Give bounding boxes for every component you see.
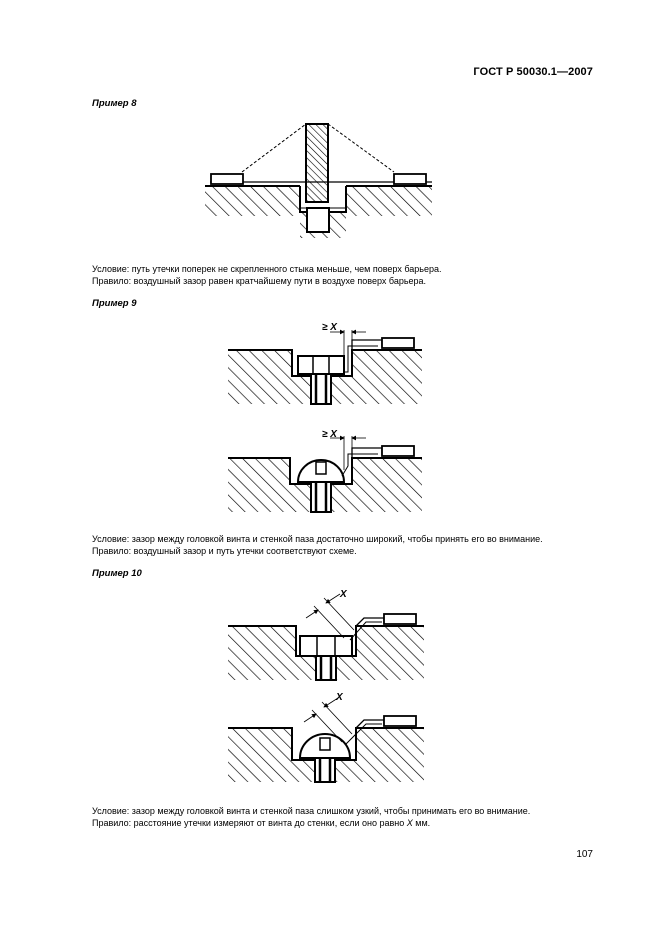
example-8-condition: Условие: путь утечки поперек не скрепленного стыка меньше, чем поверх барьера. (92, 264, 442, 274)
diagram-example-8 (205, 124, 432, 238)
example-10-title: Пример 10 (92, 568, 142, 579)
example-9-title: Пример 9 (92, 298, 137, 309)
diagram-example-9-hex (228, 330, 422, 404)
dimension-label-10b: X (336, 692, 343, 703)
example-10-rule-variable: X (406, 818, 413, 829)
example-8-rule: Правило: воздушный зазор равен кратчайшему пути в воздухе поверх барьера. (92, 276, 427, 287)
example-8-text (92, 263, 441, 287)
diagram-example-10-hex (228, 594, 424, 680)
example-8-title: Пример 8 (92, 98, 137, 109)
example-10-rule-suffix: мм. (412, 818, 431, 829)
example-10-rule-prefix: Правило: расстояние утечки измеряют от винта до стенки, если оно равно (92, 818, 407, 829)
diagram-example-9-round (228, 436, 422, 512)
example-10-rule (92, 817, 530, 829)
example-9-text (92, 533, 543, 557)
example-9-condition: Условие: зазор между головкой винта и стенкой паза достаточно широкий, чтобы принять его во внимание. (92, 534, 543, 544)
diagram-example-10-round (228, 698, 424, 782)
page-number: 107 (576, 849, 593, 860)
clearance-path (242, 124, 306, 172)
example-10-condition: Условие: зазор между головкой винта и стенкой паза слишком узкий, чтобы принимать его во внимание. (92, 806, 531, 816)
example-10-text (92, 805, 530, 829)
dimension-label-9b: ≥ X (322, 429, 337, 440)
example-9-rule: Правило: воздушный зазор и путь утечки соответствуют схеме. (92, 546, 357, 557)
standard-number: ГОСТ Р 50030.1—2007 (473, 66, 593, 78)
dimension-label-9a: ≥ X (322, 322, 337, 333)
dimension-label-10a: X (340, 589, 347, 600)
